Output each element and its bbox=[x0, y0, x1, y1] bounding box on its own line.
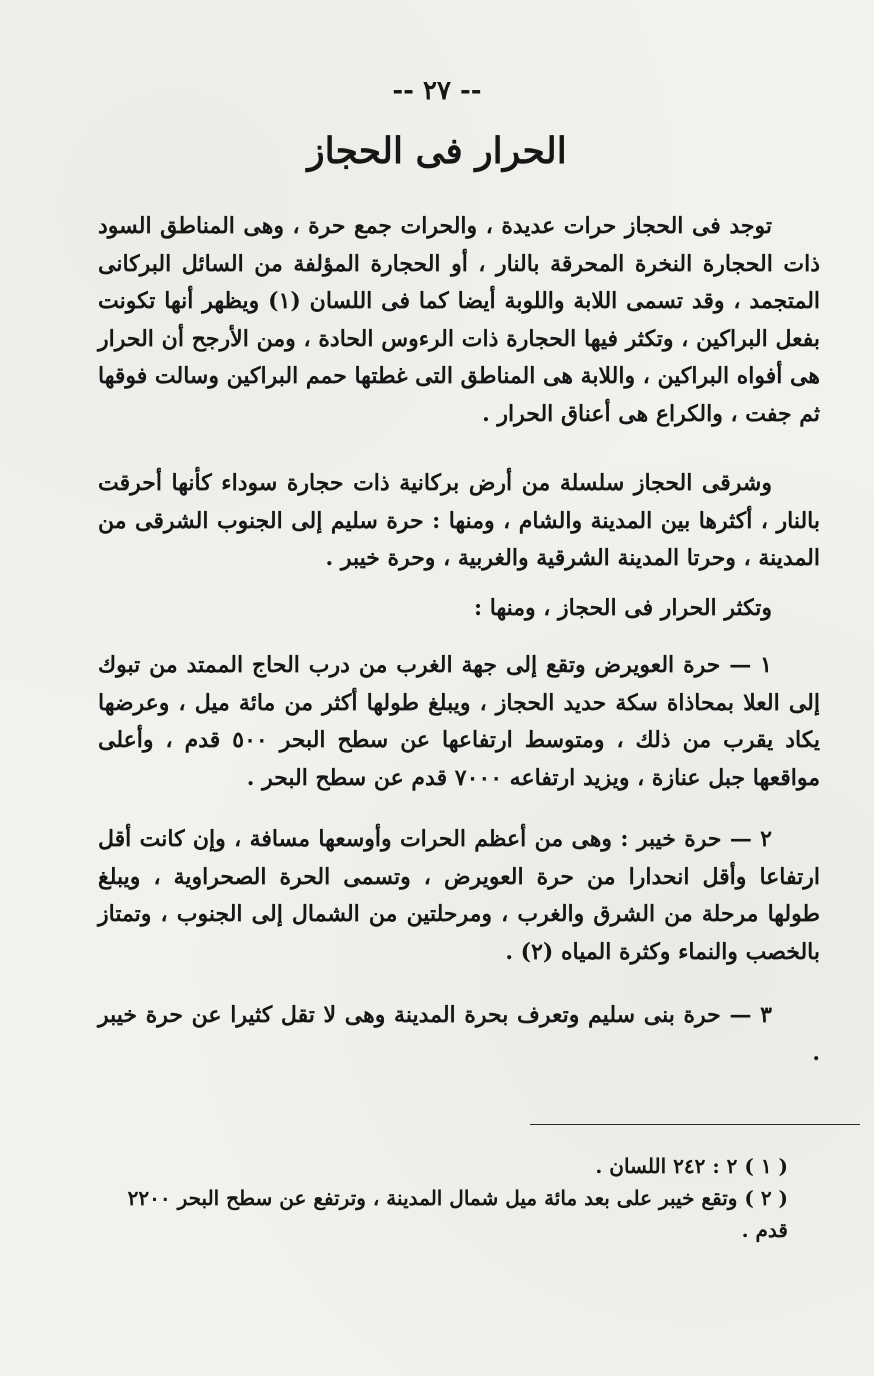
body-text bbox=[98, 208, 820, 1072]
paragraph-list-intro: وتكثر الحرار فى الحجاز ، ومنها : bbox=[473, 594, 772, 621]
page-title: الحرار فى الحجاز bbox=[307, 130, 567, 172]
footnote-1: ( ١ ) ٢ : ٢٤٢ اللسان . bbox=[595, 1154, 788, 1178]
footnote-divider bbox=[530, 1124, 860, 1125]
footnotes bbox=[122, 1150, 822, 1246]
paragraph-eastern-hijaz: وشرقى الحجاز سلسلة من أرض بركانية ذات حجارة سوداء كأنها أحرقت بالنار ، أكثرها بين المدينة والشام ، ومنها : حرة سليم إلى الجنوب الشرقى من المدينة ، وحرتا المدينة الشرقية والغربية ، وحرة خيبر . bbox=[98, 470, 820, 571]
list-item-harrat-uwayrid: ١ — حرة العويرض وتقع إلى جهة الغرب من درب الحاج الممتد من تبوك إلى العلا بمحاذاة سكة حديد الحجاز ، ويبلغ طولها أكثر من مائة ميل ، وعرضها يكاد يقرب من ذلك ، ومتوسط ارتفاعها عن سطح البحر ٥٠٠ قدم ، وأعلى مواقعها جبل عنازة ، ويزيد ارتفاعه ٧٠٠٠ قدم عن سطح البحر . bbox=[98, 652, 820, 791]
page-number: -- ٢٧ -- bbox=[392, 76, 482, 106]
list-item-harrat-bani-sulaym: ٣ — حرة بنى سليم وتعرف بحرة المدينة وهى لا تقل كثيرا عن حرة خيبر . bbox=[98, 1002, 820, 1066]
footnote-2: ( ٢ ) وتقع خيبر على بعد مائة ميل شمال المدينة ، وترتفع عن سطح البحر ٢٢٠٠ قدم . bbox=[127, 1186, 788, 1242]
list-item-harrat-khaybar: ٢ — حرة خيبر : وهى من أعظم الحرات وأوسعها مسافة ، وإن كانت أقل ارتفاعا وأقل انحدارا من حرة العويرض ، وتسمى الحرة الصحراوية ، ويبلغ طولها مرحلة من الشرق والغرب ، ومرحلتين من الشمال إلى الجنوب ، وتمتاز بالخصب والنماء وكثرة المياه (٢) . bbox=[98, 826, 820, 965]
paragraph-intro: توجد فى الحجاز حرات عديدة ، والحرات جمع حرة ، وهى المناطق السود ذات الحجارة النخرة المحرقة بالنار ، أو الحجارة المؤلفة من السائل البركانى المتجمد ، وقد تسمى اللابة واللوبة أيضا كما فى اللسان (١) ويظهر أنها تكونت بفعل البراكين ، وتكثر فيها الحجارة ذات الرءوس الحادة ، ومن الأرجح أن الحرار هى أفواه البراكين ، واللابة هى المناطق التى غطتها حمم البراكين وسالت فوقها ثم جفت ، والكراع هى أعناق الحرار . bbox=[98, 213, 821, 427]
